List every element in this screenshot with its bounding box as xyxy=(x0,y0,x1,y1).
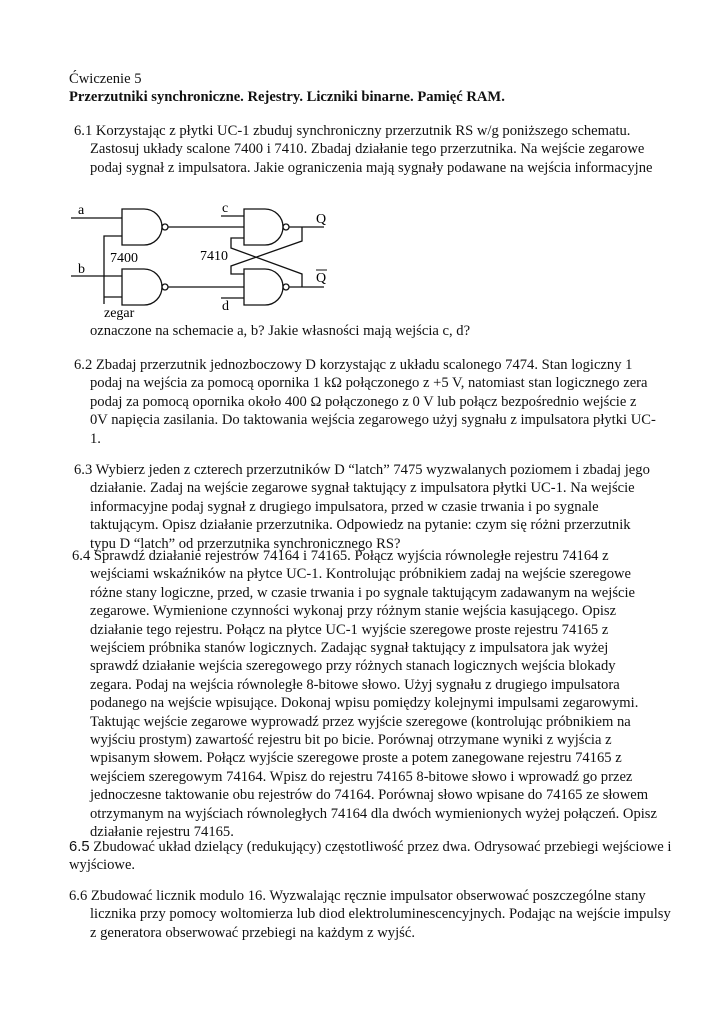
text-line: licznika przy pomocy woltomierza lub diod elektroluminescencyjnych. Podając na wejście impulsy xyxy=(90,906,671,923)
diagram-label-7400: 7400 xyxy=(110,251,138,266)
diagram-label-7410: 7410 xyxy=(200,249,228,264)
text-line: 1. xyxy=(90,430,101,447)
exercise-title: Przerzutniki synchroniczne. Rejestry. Liczniki binarne. Pamięć RAM. xyxy=(69,89,505,105)
text-line: typu D “latch” od przerzutnika synchronicznego RS? xyxy=(90,535,401,552)
text-line: działanie. Zadaj na wejście zegarowe sygnał taktujący z impulsatora płytki UC-1. Na wejście xyxy=(90,480,635,497)
text-line: różne stany logiczne, przed, w czasie trwania i po sygnale taktującym zadawanym na wejście xyxy=(90,584,636,601)
text-line: Taktując wejście zegarowe wyprowadź przez wyjście szeregowe (kontrolując próbnikiem na xyxy=(90,713,631,730)
diagram-label-zegar: zegar xyxy=(104,306,135,321)
text-line: podanego na wejście wpisujące. Dokonaj wpisu pomiędzy kolejnymi impulsami zegarowymi. xyxy=(90,695,639,712)
section-6-1 xyxy=(74,122,664,177)
text-line: z generatora obserwować przebiegi na każdym z wyjść. xyxy=(90,924,415,941)
diagram-label-b: b xyxy=(78,262,85,277)
text-line: wejściami wskaźników na płytce UC-1. Kontrolując próbnikiem zadaj na wejście szeregowe xyxy=(90,566,632,583)
exercise-heading: Ćwiczenie 5 xyxy=(69,71,142,87)
section-6-4 xyxy=(72,547,662,842)
text-line: 6.1 Korzystając z płytki UC-1 zbuduj synchroniczny przerzutnik RS w/g poniższego schematu. xyxy=(74,123,631,139)
text-line: Zastosuj układy scalone 7400 i 7410. Zbadaj działanie tego przerzutnika. Na wejście zegarowe xyxy=(90,141,645,158)
text-line: otrzymanym na wyjściach równoległych 74164 dla dwóch wymienionych wyżej połączeń. Opisz xyxy=(90,805,657,822)
diagram-label-c: c xyxy=(222,201,229,216)
text-line: wejściem próbnika stanów logicznych. Zadając sygnał taktujący z impulsatora jak wyżej xyxy=(90,640,609,657)
text-line: 6.6 Zbudować licznik modulo 16. Wyzwalając ręcznie impulsator obserwować poszczególne stany xyxy=(69,888,646,904)
section-6-2 xyxy=(74,356,664,448)
text-line: jednoczesne taktowanie obu rejestrów do 74164. Porównaj słowo wpisane do 74165 ze słowem xyxy=(90,787,649,804)
nand-gate-3 xyxy=(244,209,283,245)
text-line: wyjściowe. xyxy=(69,857,136,874)
text-line: zegara. Podaj na wejścia równoległe 8-bitowe słowo. Użyj sygnału z drugiego impulsatora xyxy=(90,676,620,693)
diagram-label-q-bar: Q xyxy=(316,271,327,286)
diagram-label-d: d xyxy=(222,299,229,314)
text-line: wyjściu prostym) zawartość rejestru bit po bicie. Porównaj otrzymane wyniki z wyjścia z xyxy=(90,732,612,749)
text-line: podaj za pomocą opornika około 400 Ω połączonego z 0 V lub połącz bezpośrednio wejście z xyxy=(90,393,637,410)
text-line: podaj na wejścia za pomocą opornika 1 kΩ połączonego z +5 V, natomiast stan logicznego zera xyxy=(90,375,648,392)
text-line: Zbudować układ dzielący (redukujący) częstotliwość przez dwa. Odrysować przebiegi wejściowe i xyxy=(89,839,672,855)
text-line: taktującym. Opisz działanie przerzutnika. Odpowiedz na pytanie: czym się różni przerzutnik xyxy=(90,517,631,534)
nand-gate-1 xyxy=(122,209,162,245)
nand-gate-4 xyxy=(244,269,283,305)
nand-gate-2 xyxy=(122,269,162,305)
text-line: oznaczone na schemacie a, b? Jakie własności mają wejścia c, d? xyxy=(90,323,471,339)
section-6-6 xyxy=(69,887,689,942)
text-line: podaj sygnał z impulsatora. Jakie ograniczenia mają sygnały podawane na wejścia informacyjne xyxy=(90,159,653,176)
rs-flipflop-schematic xyxy=(66,196,356,321)
diagram-label-q: Q xyxy=(316,212,327,227)
section-6-5 xyxy=(69,838,689,875)
text-line: działanie rejestru 74165. xyxy=(90,824,234,841)
text-line: 0V napięcia zasilania. Do taktowania wejścia zegarowego użyj sygnału z impulsatora płytki UC- xyxy=(90,412,656,429)
text-line: wejściem szeregowym 74164. Wpisz do rejestru 74165 8-bitowe słowo i wprowadź go przez xyxy=(90,768,633,785)
text-line: wpisanym słowem. Połącz wyjście szeregowe proste a potem zanegowane rejestru 74165 z xyxy=(90,750,622,767)
text-line: działanie tego rejestru. Połącz na płytce UC-1 wyjście szeregowe proste rejestru 74165 z xyxy=(90,621,609,638)
text-line: informacyjne podaj sygnał z drugiego impulsatora, przed w czasie trwania i po sygnale xyxy=(90,498,599,515)
section-6-3 xyxy=(74,461,664,553)
section-6-1-continued xyxy=(90,322,680,340)
text-line: zegarowe. Wymienione czynności wykonaj przy różnym stanie wejścia kasującego. Opisz xyxy=(90,603,617,620)
text-line: 6.4 Sprawdź działanie rejestrów 74164 i 74165. Połącz wyjścia równoległe rejestru 74164 z xyxy=(72,548,609,564)
text-line: sprawdź działanie wejścia szeregowego przy różnych stanach logicznych wejścia blokady xyxy=(90,658,616,675)
text-line: 6.2 Zbadaj przerzutnik jednozboczowy D korzystając z układu scalonego 7474. Stan logiczny 1 xyxy=(74,357,633,373)
text-line: 6.3 Wybierz jeden z czterech przerzutników D “latch” 7475 wyzwalanych poziomem i zbadaj jego xyxy=(74,462,650,478)
section-number: 6.5 xyxy=(69,839,90,855)
diagram-label-a: a xyxy=(78,203,85,218)
